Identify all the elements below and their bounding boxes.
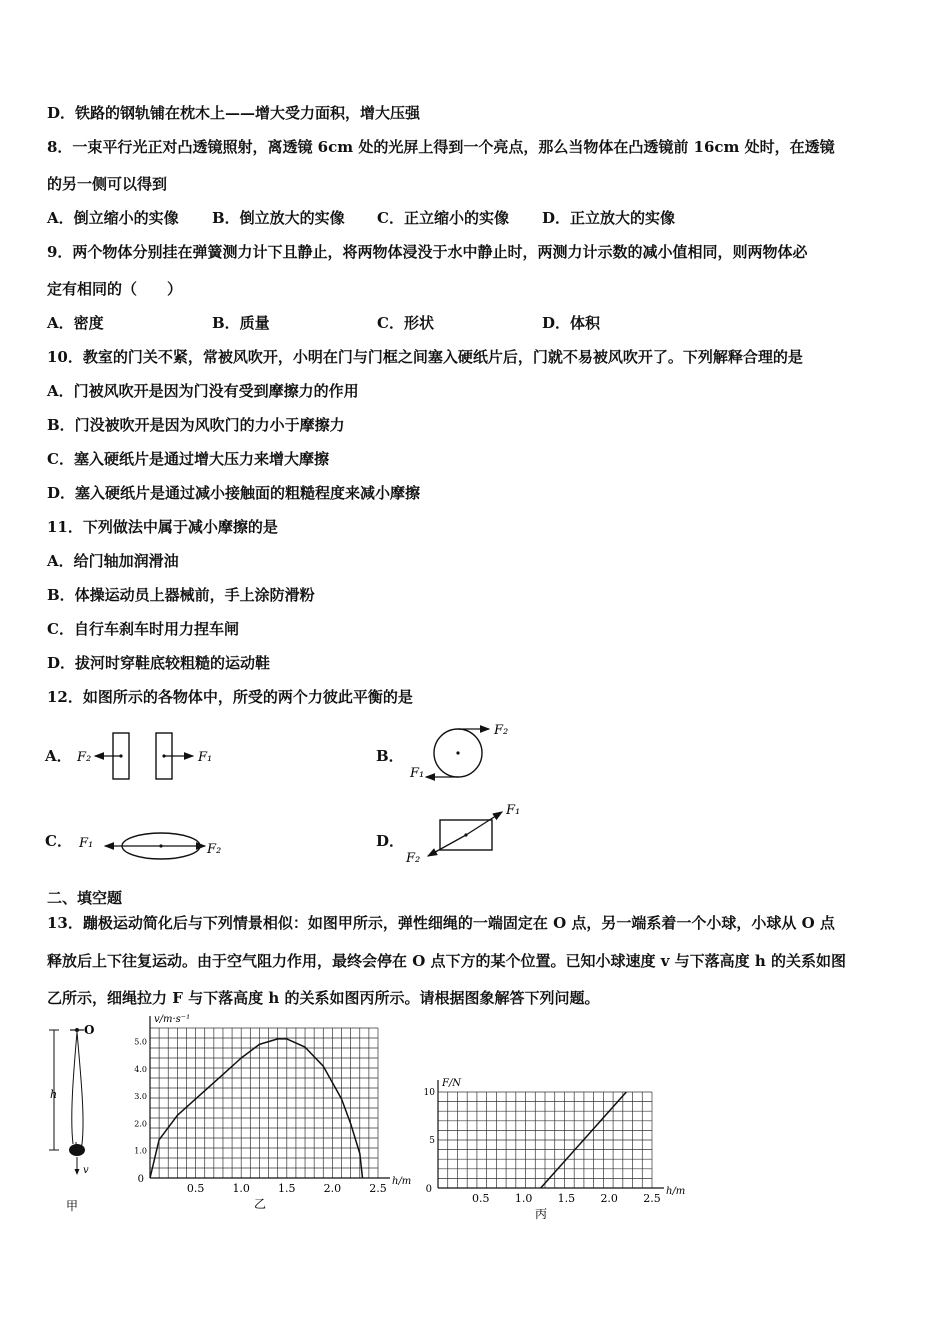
x-tick-label: 0.5	[472, 1192, 490, 1205]
q9-option-c: C．形状	[377, 314, 434, 332]
q9-option-b: B．质量	[212, 314, 270, 332]
x-tick-label: 1.5	[278, 1182, 296, 1195]
force-label-f1: F₁	[79, 836, 94, 851]
caption-jia: 甲	[66, 1199, 79, 1213]
force-label-f2: F₂	[406, 851, 421, 866]
y-tick-label: 3.0	[134, 1092, 147, 1102]
force-label-f2: F₂	[77, 750, 92, 765]
q12-figure-b	[376, 718, 556, 786]
elastic-rope	[76, 1032, 83, 1151]
x-tick-label: 2.0	[323, 1182, 342, 1195]
q12-label-a: A．	[45, 747, 72, 765]
x-tick-label: 0.5	[186, 1182, 205, 1195]
y-axis-label: v/m·s⁻¹	[154, 1014, 191, 1025]
q12-figure-d	[376, 800, 556, 870]
x-tick-label: 2.5	[369, 1182, 387, 1195]
force-label-f1: F₁	[198, 750, 213, 765]
q12-label-d: D．	[376, 832, 405, 850]
chart-caption: 乙	[254, 1197, 267, 1211]
x-tick-label: 1.0	[514, 1192, 533, 1205]
force-label-f1: F₁	[410, 766, 425, 781]
q13-stem-line3: 乙所示，细绳拉力 F 与下落高度 h 的关系如图丙所示。请根据图象解答下列问题。	[47, 989, 600, 1007]
force-label-f2: F₂	[207, 842, 222, 857]
y-tick-label: 1.0	[134, 1146, 147, 1156]
q12-a-diagram	[45, 725, 285, 785]
q8-option-b: B．倒立放大的实像	[212, 209, 345, 227]
q9-stem-line2: 定有相同的（ ）	[47, 280, 183, 298]
ball	[69, 1144, 85, 1156]
q12-stem: 12．如图所示的各物体中，所受的两个力彼此平衡的是	[47, 688, 413, 706]
q12-figure-c	[45, 820, 285, 870]
q13-stem-line1: 13．蹦极运动简化后与下列情景相似：如图甲所示，弹性细绳的一端固定在 O 点，另一端系着一个小球，小球从 O 点	[47, 914, 835, 932]
q8-stem-line1: 8．一束平行光正对凸透镜照射，离透镜 6cm 处的光屏上得到一个亮点，那么当物体在凸透镜前 16cm 处时，在透镜	[47, 138, 835, 156]
q7-option-d: D．铁路的钢轨铺在枕木上——增大受力面积，增大压强	[47, 104, 421, 122]
y-axis-label: F/N	[442, 1078, 462, 1089]
q9-option-d: D．体积	[542, 314, 601, 332]
force-label-f1: F₁	[506, 803, 521, 818]
force-label-f2: F₂	[494, 723, 509, 738]
series-line	[150, 1039, 363, 1178]
force-arrow-down-left	[428, 835, 466, 856]
x-axis-label: h/m	[392, 1176, 412, 1187]
q8-option-a: A．倒立缩小的实像	[47, 209, 179, 227]
y-tick-label: 5	[429, 1136, 435, 1146]
chart-bing	[410, 1060, 690, 1220]
q12-c-diagram	[45, 820, 285, 870]
q10-stem: 10．教室的门关不紧，常被风吹开，小明在门与门框之间塞入硬纸片后，门就不易被风吹开了。下列解释合理的是	[47, 348, 803, 366]
force-arrow-up-right	[466, 812, 502, 835]
q10-option-a: A．门被风吹开是因为门没有受到摩擦力的作用	[47, 382, 359, 400]
point-o-label: O	[84, 1023, 95, 1037]
q11-option-c: C．自行车刹车时用力捏车闸	[47, 620, 239, 638]
q10-option-d: D．塞入硬纸片是通过减小接触面的粗糙程度来减小摩擦	[47, 484, 421, 502]
chart-yi	[125, 1012, 415, 1217]
q9-stem-line1: 9．两个物体分别挂在弹簧测力计下且静止，将两物体浸没于水中静止时，两测力计示数的减小值相同，则两物体必	[47, 243, 808, 261]
q12-label-c: C．	[45, 832, 72, 850]
q10-option-b: B．门没被吹开是因为风吹门的力小于摩擦力	[47, 416, 345, 434]
q11-option-a: A．给门轴加润滑油	[47, 552, 179, 570]
y-tick-label: 4.0	[134, 1064, 147, 1074]
q12-label-b: B．	[376, 747, 404, 765]
x-tick-label: 1.0	[232, 1182, 250, 1195]
q12-d-diagram	[376, 800, 556, 870]
q9-option-a: A．密度	[47, 314, 104, 332]
y-tick-label: 2.0	[134, 1119, 147, 1129]
x-axis-label: h/m	[666, 1186, 686, 1197]
q11-stem: 11．下列做法中属于减小摩擦的是	[47, 518, 278, 536]
origin-label: 0	[425, 1184, 432, 1195]
q13-stem-line2: 释放后上下往复运动。由于空气阻力作用，最终会停在 O 点下方的某个位置。已知小球速度 v 与下落高度 h 的关系如图	[47, 952, 847, 970]
x-tick-label: 2.0	[600, 1192, 618, 1205]
q12-b-diagram	[376, 718, 556, 786]
origin-label: 0	[137, 1174, 144, 1185]
y-tick-label: 5.0	[134, 1037, 147, 1047]
y-tick-label: 10	[423, 1088, 435, 1098]
x-tick-label: 1.5	[557, 1192, 576, 1205]
section-2-title: 二、填空题	[47, 889, 123, 907]
chart-caption: 丙	[535, 1207, 548, 1220]
q11-option-b: B．体操运动员上器械前，手上涂防滑粉	[47, 586, 315, 604]
velocity-label: v	[83, 1165, 89, 1176]
q8-stem-line2: 的另一侧可以得到	[47, 175, 168, 193]
height-label: h	[50, 1088, 58, 1101]
q10-option-c: C．塞入硬纸片是通过增大压力来增大摩擦	[47, 450, 329, 468]
q8-option-d: D．正立放大的实像	[542, 209, 676, 227]
fig-jia	[40, 1018, 110, 1218]
q8-option-c: C．正立缩小的实像	[377, 209, 509, 227]
x-tick-label: 2.5	[643, 1192, 661, 1205]
q12-figure-a	[45, 725, 285, 785]
q11-option-d: D．拔河时穿鞋底较粗糙的运动鞋	[47, 654, 271, 672]
